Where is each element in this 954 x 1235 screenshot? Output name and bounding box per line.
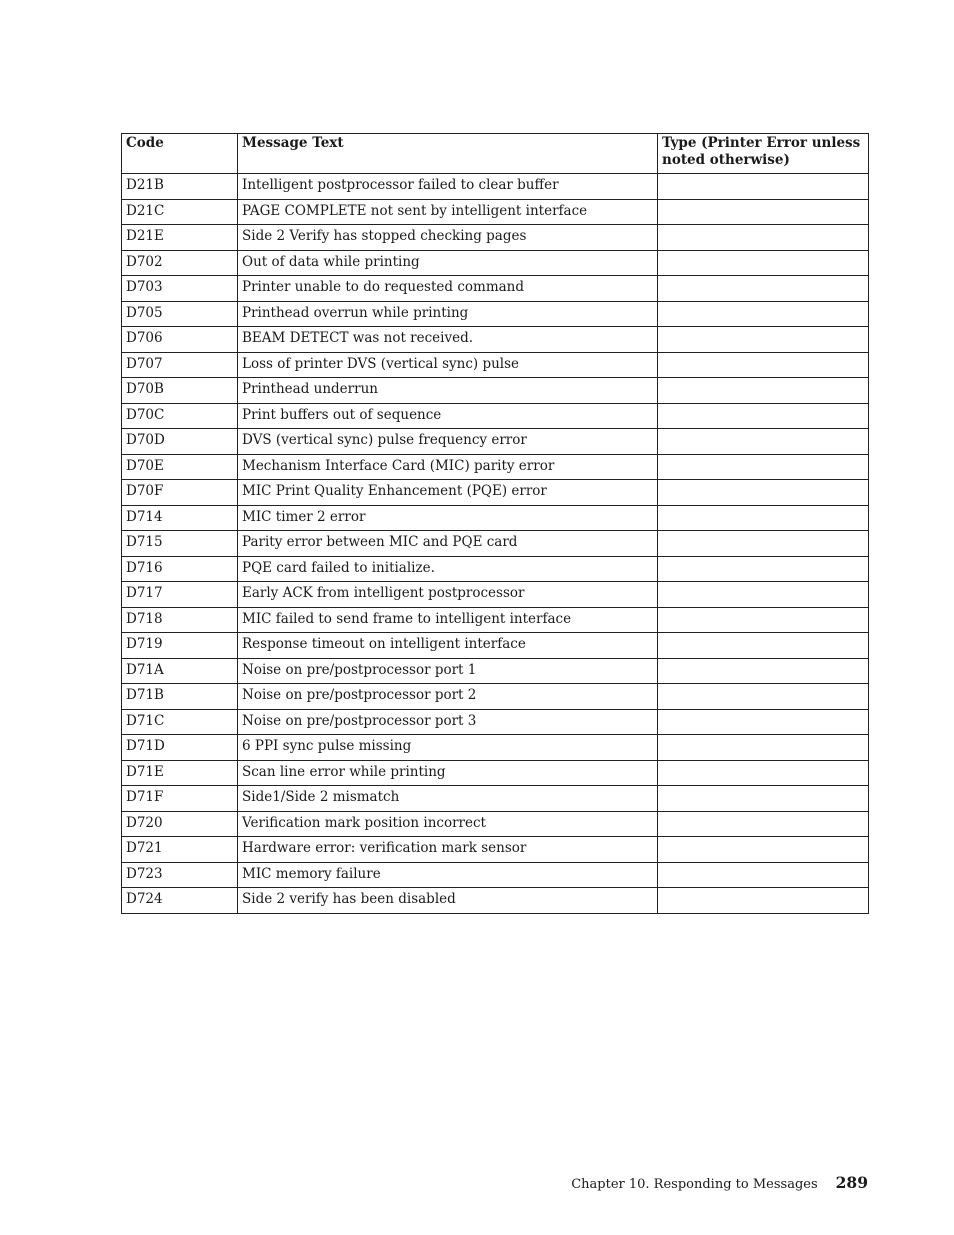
cell-code: D21C bbox=[122, 199, 238, 225]
cell-code: D720 bbox=[122, 811, 238, 837]
cell-message: Noise on pre/postprocessor port 2 bbox=[238, 684, 658, 710]
cell-message: Loss of printer DVS (vertical sync) pulse bbox=[238, 352, 658, 378]
table-row bbox=[122, 174, 869, 200]
header-code: Code bbox=[122, 134, 238, 174]
cell-code: D71F bbox=[122, 786, 238, 812]
cell-code: D71A bbox=[122, 658, 238, 684]
cell-code: D706 bbox=[122, 327, 238, 353]
cell-code: D716 bbox=[122, 556, 238, 582]
cell-type bbox=[658, 199, 869, 225]
table-row bbox=[122, 862, 869, 888]
table-header-row bbox=[122, 134, 869, 174]
cell-code: D70F bbox=[122, 480, 238, 506]
table-row bbox=[122, 607, 869, 633]
table-row bbox=[122, 735, 869, 761]
cell-message: PQE card failed to initialize. bbox=[238, 556, 658, 582]
cell-message: Scan line error while printing bbox=[238, 760, 658, 786]
chapter-title: Chapter 10. Responding to Messages bbox=[571, 1177, 818, 1192]
cell-code: D707 bbox=[122, 352, 238, 378]
cell-type bbox=[658, 454, 869, 480]
table-row bbox=[122, 684, 869, 710]
cell-message: Printer unable to do requested command bbox=[238, 276, 658, 302]
cell-code: D714 bbox=[122, 505, 238, 531]
cell-message: Noise on pre/postprocessor port 1 bbox=[238, 658, 658, 684]
table-row bbox=[122, 352, 869, 378]
cell-code: D721 bbox=[122, 837, 238, 863]
cell-message: MIC Print Quality Enhancement (PQE) error bbox=[238, 480, 658, 506]
table-row bbox=[122, 658, 869, 684]
cell-type bbox=[658, 225, 869, 251]
cell-code: D719 bbox=[122, 633, 238, 659]
cell-code: D70D bbox=[122, 429, 238, 455]
cell-type bbox=[658, 786, 869, 812]
cell-type bbox=[658, 760, 869, 786]
cell-code: D718 bbox=[122, 607, 238, 633]
table-row bbox=[122, 811, 869, 837]
cell-code: D71D bbox=[122, 735, 238, 761]
cell-type bbox=[658, 862, 869, 888]
cell-code: D723 bbox=[122, 862, 238, 888]
cell-message: Out of data while printing bbox=[238, 250, 658, 276]
header-message-text: Message Text bbox=[238, 134, 658, 174]
table-row bbox=[122, 276, 869, 302]
cell-message: 6 PPI sync pulse missing bbox=[238, 735, 658, 761]
cell-message: Printhead overrun while printing bbox=[238, 301, 658, 327]
table-row bbox=[122, 480, 869, 506]
cell-type bbox=[658, 633, 869, 659]
table-row bbox=[122, 837, 869, 863]
table-row bbox=[122, 199, 869, 225]
cell-message: Early ACK from intelligent postprocessor bbox=[238, 582, 658, 608]
cell-type bbox=[658, 276, 869, 302]
table-row bbox=[122, 301, 869, 327]
cell-type bbox=[658, 352, 869, 378]
page-footer bbox=[571, 1173, 868, 1192]
cell-code: D70E bbox=[122, 454, 238, 480]
cell-type bbox=[658, 531, 869, 557]
cell-type bbox=[658, 837, 869, 863]
cell-message: MIC memory failure bbox=[238, 862, 658, 888]
cell-code: D717 bbox=[122, 582, 238, 608]
cell-type bbox=[658, 174, 869, 200]
table-row bbox=[122, 888, 869, 914]
table-row bbox=[122, 633, 869, 659]
cell-message: Intelligent postprocessor failed to clear buffer bbox=[238, 174, 658, 200]
table-row bbox=[122, 709, 869, 735]
table-row bbox=[122, 378, 869, 404]
cell-code: D71E bbox=[122, 760, 238, 786]
table-row bbox=[122, 429, 869, 455]
cell-type bbox=[658, 429, 869, 455]
header-type: Type (Printer Error unless noted otherwise) bbox=[658, 134, 869, 174]
cell-type bbox=[658, 403, 869, 429]
cell-type bbox=[658, 684, 869, 710]
cell-type bbox=[658, 480, 869, 506]
cell-message: MIC timer 2 error bbox=[238, 505, 658, 531]
cell-code: D21E bbox=[122, 225, 238, 251]
table-row bbox=[122, 531, 869, 557]
cell-message: Noise on pre/postprocessor port 3 bbox=[238, 709, 658, 735]
cell-code: D702 bbox=[122, 250, 238, 276]
cell-message: Parity error between MIC and PQE card bbox=[238, 531, 658, 557]
cell-message: MIC failed to send frame to intelligent interface bbox=[238, 607, 658, 633]
cell-message: Side 2 Verify has stopped checking pages bbox=[238, 225, 658, 251]
cell-message: Print buffers out of sequence bbox=[238, 403, 658, 429]
cell-code: D71B bbox=[122, 684, 238, 710]
cell-type bbox=[658, 556, 869, 582]
cell-message: Printhead underrun bbox=[238, 378, 658, 404]
table-row bbox=[122, 454, 869, 480]
table-body bbox=[122, 174, 869, 914]
cell-type bbox=[658, 378, 869, 404]
cell-message: Verification mark position incorrect bbox=[238, 811, 658, 837]
table-row bbox=[122, 582, 869, 608]
table-row bbox=[122, 403, 869, 429]
cell-message: Response timeout on intelligent interface bbox=[238, 633, 658, 659]
cell-code: D705 bbox=[122, 301, 238, 327]
cell-type bbox=[658, 735, 869, 761]
cell-code: D70C bbox=[122, 403, 238, 429]
table-row bbox=[122, 225, 869, 251]
cell-message: Hardware error: verification mark sensor bbox=[238, 837, 658, 863]
cell-code: D21B bbox=[122, 174, 238, 200]
table-row bbox=[122, 505, 869, 531]
cell-type bbox=[658, 709, 869, 735]
cell-message: Side 2 verify has been disabled bbox=[238, 888, 658, 914]
cell-message: Side1/Side 2 mismatch bbox=[238, 786, 658, 812]
cell-type bbox=[658, 327, 869, 353]
cell-message: PAGE COMPLETE not sent by intelligent interface bbox=[238, 199, 658, 225]
cell-type bbox=[658, 505, 869, 531]
cell-code: D71C bbox=[122, 709, 238, 735]
table-row bbox=[122, 327, 869, 353]
cell-type bbox=[658, 301, 869, 327]
cell-type bbox=[658, 250, 869, 276]
cell-code: D715 bbox=[122, 531, 238, 557]
cell-type bbox=[658, 811, 869, 837]
cell-code: D703 bbox=[122, 276, 238, 302]
cell-type bbox=[658, 582, 869, 608]
cell-type bbox=[658, 888, 869, 914]
cell-message: DVS (vertical sync) pulse frequency error bbox=[238, 429, 658, 455]
table-row bbox=[122, 556, 869, 582]
cell-code: D724 bbox=[122, 888, 238, 914]
table-row bbox=[122, 786, 869, 812]
cell-message: Mechanism Interface Card (MIC) parity error bbox=[238, 454, 658, 480]
message-table bbox=[121, 133, 869, 914]
cell-type bbox=[658, 658, 869, 684]
cell-message: BEAM DETECT was not received. bbox=[238, 327, 658, 353]
table-row bbox=[122, 760, 869, 786]
table-row bbox=[122, 250, 869, 276]
page-number: 289 bbox=[835, 1173, 868, 1192]
cell-type bbox=[658, 607, 869, 633]
cell-code: D70B bbox=[122, 378, 238, 404]
